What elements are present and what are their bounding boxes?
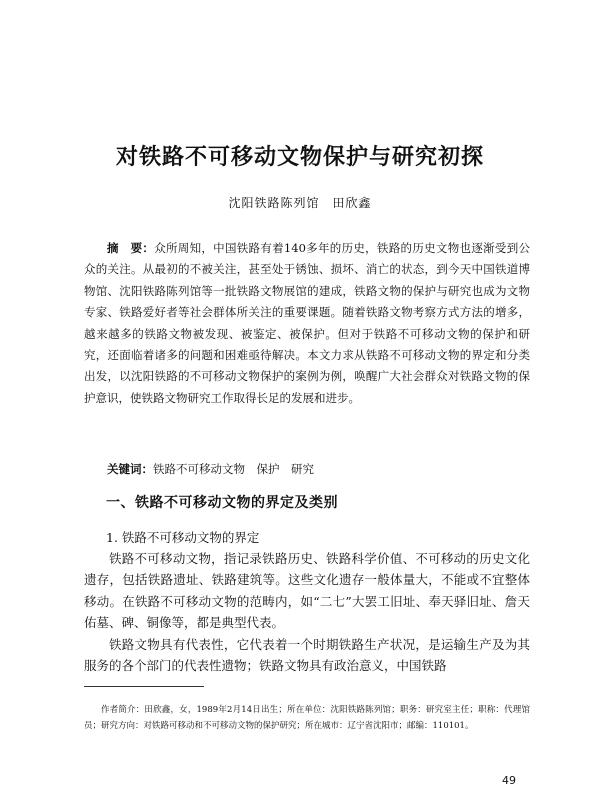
keywords-label: 关键词： (107, 462, 153, 476)
body-paragraph: 铁路文物具有代表性，它代表着一个时期铁路生产状况，是运输生产及为其服务的各个部门的代表性遗物；铁路文物具有政治意义，中国铁路 (84, 637, 530, 674)
footnote-divider (84, 686, 204, 687)
section-heading: 一、铁路不可移动文物的界定及类别 (106, 495, 338, 511)
keywords-text: 铁路不可移动文物 保护 研究 (153, 462, 314, 476)
page-number: 49 (502, 774, 516, 787)
body-paragraph: 铁路不可移动文物，指记录铁路历史、铁路科学价值、不可移动的历史文化遗存，包括铁路遗址、铁路建筑等。这些文化遗存一般体量大，不能或不宜整体移动。在铁路不可移动文物的范畴内，如“二七”大罢工旧址、奉天驿旧址、詹天佑墓、碑、铜像等，都是典型代表。 (84, 551, 530, 630)
keywords (84, 459, 530, 479)
author-line: 沈阳铁路陈列馆 田欣鑫 (228, 196, 372, 210)
abstract-text: 众所周知，中国铁路有着140多年的历史，铁路的历史文物也逐渐受到公众的关注。从最初的不被关注，甚至处于锈蚀、损坏、消亡的状态，到今天中国铁道博物馆、沈阳铁路陈列馆等一批铁路文物展馆的建成，铁路文物的保护与研究也成为文物专家、铁路爱好者等社会群体所关注的重要课题。随着铁路文物考察方式方法的增多，越来越多的铁路文物被发现、被鉴定、被保护。但对于铁路不可移动文物的保护和研究，还面临着诸多的问题和困难亟待解决。本文力求从铁路不可移动文物的界定和分类出发，以沈阳铁路的不可移动文物保护的案例为例，唤醒广大社会群众对铁路文物的保护意识，使铁路文物研究工作取得长足的发展和进步。 (84, 241, 530, 405)
paper-title: 对铁路不可移动文物保护与研究初探 (115, 144, 484, 170)
author-footnote: 作者简介：田欣鑫，女，1989年2月14日出生；所在单位：沈阳铁路陈列馆；职务：研究室主任；职称：代理馆员；研究方向：对铁路可移动和不可移动文物的保护研究；所在城市：辽宁省沈阳市；邮编：110101。 (84, 705, 530, 731)
subsection-heading: 1. 铁路不可移动文物的界定 (106, 530, 260, 545)
abstract-label: 摘 要： (107, 241, 155, 255)
abstract (84, 238, 530, 409)
